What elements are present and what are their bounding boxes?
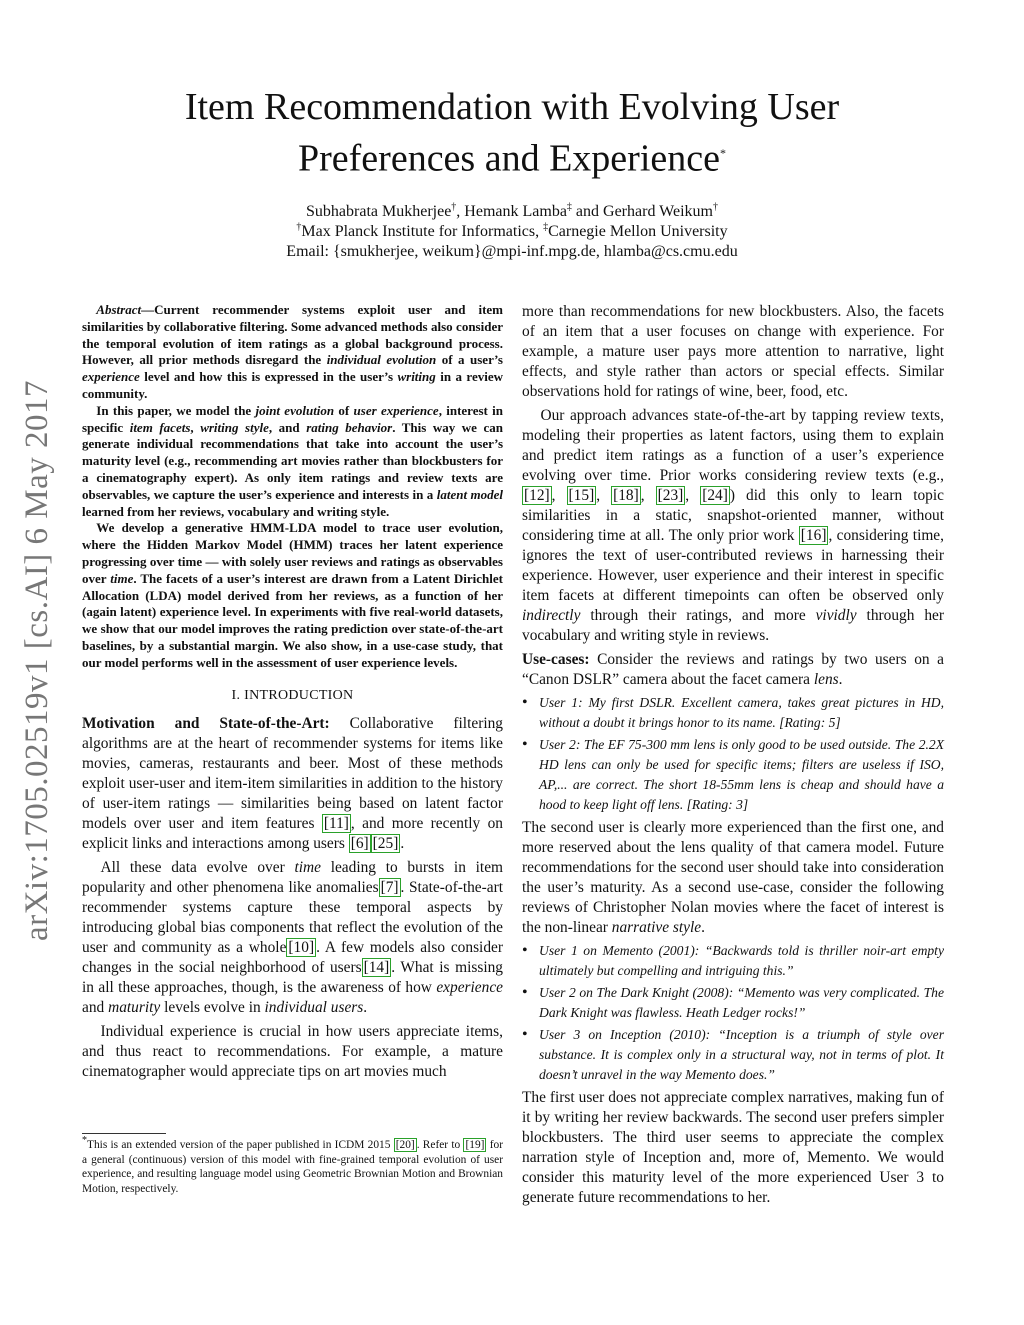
use-cases-paragraph: Use-cases: Consider the reviews and ratings by two users on a “Canon DSLR” camera about the facet camera lens. xyxy=(522,651,944,688)
citation-link[interactable]: [10] xyxy=(288,938,315,956)
citation-link[interactable]: [6] xyxy=(350,834,369,852)
intro-paragraph-3: Individual experience is crucial in how users appreciate items, and thus react to recommendations. For example, a mature cinematographer would appreciate tips on art movies much xyxy=(82,1022,503,1080)
abstract-paragraph-3: We develop a generative HMM-LDA model to trace user evolution, where the Hidden Markov Model (HMM) traces her latent experience progressing over time — with solely user reviews and ratings as observables over time. The facets of a user’s interest are drawn from a Latent Dirichlet Allocation (LDA) model derived from her reviews, as a function of her (again latent) experience level. In experiments with five real-world datasets, we show that our model improves the rating prediction over state-of-the-art baselines, by a substantial margin. We also show, in a use-case study, that our model performs well in the assessment of user experience levels. xyxy=(82,520,503,670)
intro-paragraph-2: All these data evolve over time leading to bursts in item popularity and other phenomena like anomalies [7] . State-of-the-art recommender systems capture these temporal aspects by introducing global bias components that reflect the evolution of the user and community as a whole [10] . A few models also consider changes in the social neighborhood of users [14] . What is missing in all these approaches, though, is the awareness of how experience and maturity levels evolve in individual users. xyxy=(82,858,503,1016)
citation-link[interactable]: [24] xyxy=(702,487,728,504)
review-quote: • User 1: My first DSLR. Excellent camera, takes great pictures in HD, without a doubt it brings honor to its name. [Rating: 5] xyxy=(522,693,944,733)
citation-link[interactable]: [20] xyxy=(395,1139,415,1151)
right-paragraph-4: The second user is clearly more experienced than the first one, and more reserved about the lens quality of that camera model. Future recommendations for the second user should take into consideration the user’s maturity. As a second use-case, consider the following reviews of Christopher Nolan movies where the facet of interest is the non-linear narrative style. xyxy=(522,819,944,936)
citation-link[interactable]: [7] xyxy=(380,878,399,896)
citation-link[interactable]: [19] xyxy=(465,1139,485,1151)
arxiv-identifier: arXiv:1705.02519v1 [cs.AI] 6 May 2017 xyxy=(19,379,56,941)
intro-paragraph-1: Motivation and State-of-the-Art: Collaborative filtering algorithms are at the heart of recommender systems for items like movies, cameras, restaurants and beer. Most of these methods exploit user-user and item-item similarities in addition to the history of user-item ratings — similarities being based on latent factor models over user and item features [11] , and more recently on explicit links and interactions among users [6] [25] . xyxy=(82,714,503,852)
footnote: *This is an extended version of the paper published in ICDM 2015 [20] . Refer to [19] for a general (continuous) version of this model with fine-grained temporal evolution of user experience, and resulting language model using Geometric Brownian Motion and Brownian Motion, respectively. xyxy=(82,1135,504,1195)
right-paragraph-1: more than recommendations for new blockbusters. Also, the facets of an item that a user focuses on change with experience. For example, a mature user pays more attention to narrative, light effects, and style rather than actors or special effects. Similar observations hold for ratings of wine, beer, food, etc. xyxy=(522,303,944,400)
citation-link[interactable]: [15] xyxy=(568,487,595,504)
review-quote: • User 1 on Memento (2001): “Backwards told is thriller noir-art empty ultimately but compelling and intriguing this.” xyxy=(522,941,944,981)
citation-link[interactable]: [11] xyxy=(323,814,349,832)
review-quote: • User 2 on The Dark Knight (2008): “Memento was very complicated. The Dark Knight was flawless. Heath Ledger rocks!” xyxy=(522,983,944,1023)
section-heading-introduction: I. INTRODUCTION xyxy=(231,687,354,703)
title-footnote-mark: * xyxy=(719,146,726,160)
movie-review-list xyxy=(522,941,944,1085)
citation-link[interactable]: [23] xyxy=(657,487,684,504)
abstract-paragraph-1: Abstract—Current recommender systems exploit user and item similarities by collaborative filtering. Some advanced methods also consider the temporal evolution of item ratings as a global background process. However, all prior methods disregard the individual evolution of a user’s experience level and how this is expressed in the user’s writing in a review community. xyxy=(82,302,503,401)
right-column xyxy=(522,302,944,1208)
right-paragraph-5: The first user does not appreciate complex narratives, making fun of it by writing her review backwards. The second user prefers simpler blockbusters. The third user seems to appreciate the complex narration style of Inception and, more of, Memento. We would consider this maturity level of the more experienced User 3 to generate future recommendations to her. xyxy=(522,1089,944,1206)
citation-link[interactable]: [12] xyxy=(524,487,550,504)
author-emails: Email: {smukherjee, weikum}@mpi-inf.mpg.de, hlamba@cs.cmu.edu xyxy=(286,243,738,260)
abstract xyxy=(82,302,503,672)
author-block xyxy=(100,202,924,262)
author-names: Subhabrata Mukherjee†, Hemank Lamba‡ and Gerhard Weikum† xyxy=(306,201,718,220)
review-quote: • User 2: The EF 75-300 mm lens is only good to be used outside. The 2.2X HD lens can only be used for specific items; filters are useless if ISO, AP,... are correct. The short 18-55mm lens is cheap and should have a hood to keep light off lens. [Rating: 3] xyxy=(522,735,944,815)
abstract-paragraph-2: In this paper, we model the joint evolution of user experience, interest in specific item facets, writing style, and rating behavior. This way we can generate individual recommendations that take into account the user’s maturity level (e.g., recommending art movies rather than blockbusters for a cinematography expert). As only item ratings and review texts are observables, we capture the user’s experience and interests in a latent model learned from her reviews, vocabulary and writing style. xyxy=(82,402,503,519)
footnote-rule xyxy=(82,1133,166,1134)
citation-link[interactable]: [25] xyxy=(372,834,399,852)
citation-link[interactable]: [14] xyxy=(363,958,390,976)
paper-title: Item Recommendation with Evolving User Preferences and Experience* xyxy=(184,86,840,180)
right-paragraph-2: Our approach advances state-of-the-art by tapping review texts, modeling their properties as latent factors, using them to explain and predict item ratings as a function of a user’s experience evolving over time. Prior works considering review texts (e.g., [12] , [15] , [18] , [23] , [24] ) did this only to learn topic similarities in a static, snapshot-oriented manner, without considering time at all. The only prior work [16] , considering time, ignores the text of user-contributed reviews in harnessing their experience. However, user experience and their interest in specific item facets at different timepoints can often be observed only indirectly through their ratings, and more vividly through her vocabulary and writing style in reviews. xyxy=(522,407,944,644)
citation-link[interactable]: [18] xyxy=(613,487,639,504)
author-affiliations: †Max Planck Institute for Informatics, ‡Carnegie Mellon University xyxy=(296,221,728,240)
camera-review-list xyxy=(522,693,944,815)
left-column xyxy=(82,302,503,1082)
citation-link[interactable]: [16] xyxy=(800,527,827,544)
review-quote: • User 3 on Inception (2010): “Inception is a triumph of style over substance. It is complex only in a structural way, not in terms of plot. It doesn’t unravel in the way Memento does.” xyxy=(522,1025,944,1085)
